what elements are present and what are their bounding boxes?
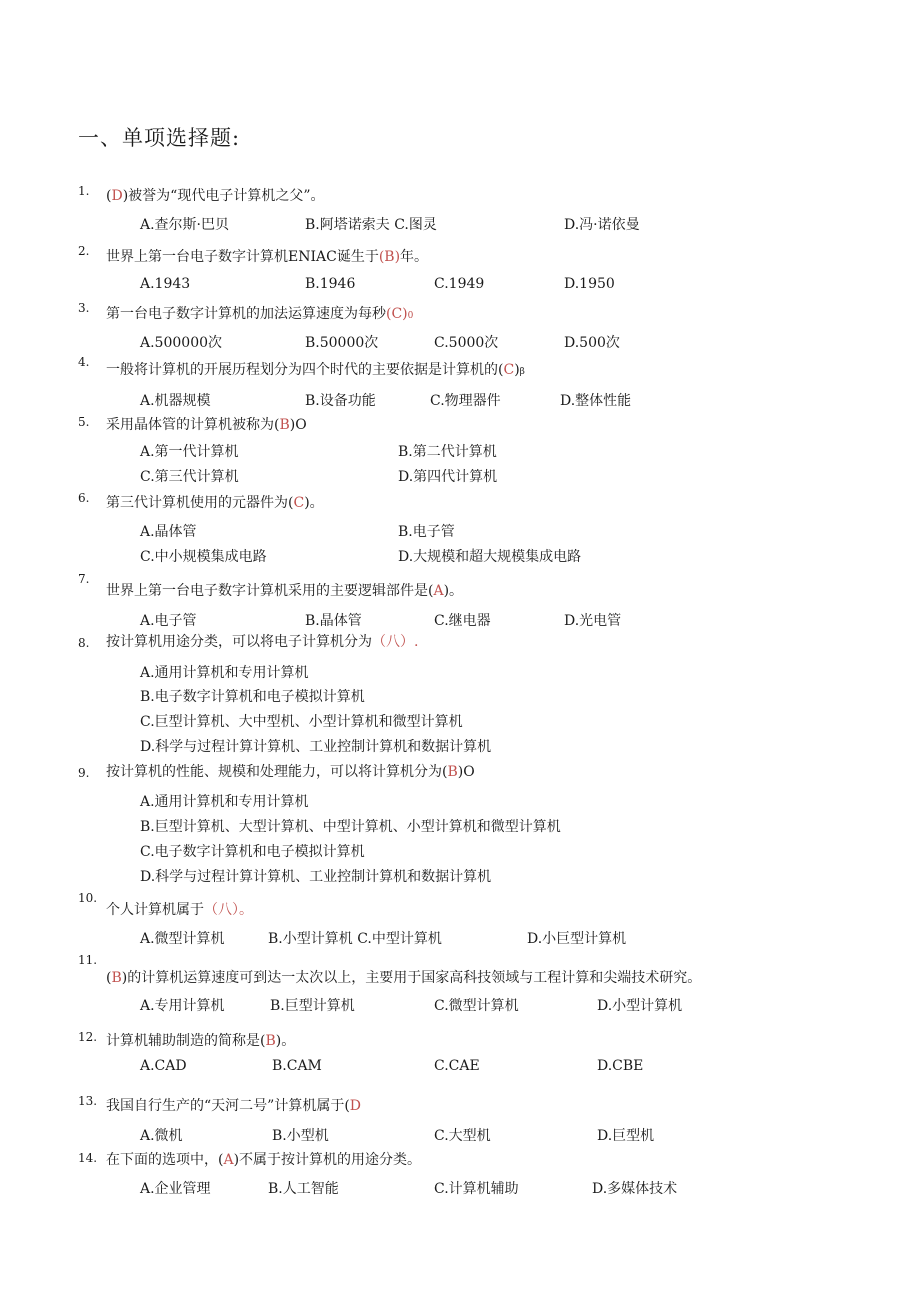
- option: C.第三代计算机: [140, 469, 239, 485]
- option: C.继电器: [434, 613, 491, 629]
- option: D.小巨型计算机: [527, 931, 627, 947]
- option: C.微型计算机: [434, 998, 519, 1014]
- section-title: 一、单项选择题:: [78, 126, 241, 150]
- question-number: 9.: [78, 766, 90, 780]
- answer-mark: （八）.: [372, 634, 419, 650]
- answer-mark: A: [433, 583, 444, 599]
- option: B.电子管: [398, 524, 455, 540]
- option: A.晶体管: [140, 524, 197, 540]
- option: B.巨型计算机、大型计算机、中型计算机、小型计算机和微型计算机: [140, 819, 561, 835]
- question-number: 1.: [78, 184, 90, 198]
- option: B.小型机: [272, 1128, 329, 1144]
- option: B.50000次: [305, 335, 379, 351]
- answer-mark: B: [447, 764, 458, 780]
- answer-mark: A: [223, 1152, 234, 1168]
- question-text: 在下面的选项中，(A)不属于按计算机的用途分类。: [106, 1152, 422, 1168]
- option: D.科学与过程计算计算机、工业控制计算机和数据计算机: [140, 739, 492, 755]
- option: C.计算机辅助: [434, 1181, 519, 1197]
- option: A.专用计算机: [140, 998, 225, 1014]
- option: A.第一代计算机: [140, 444, 239, 460]
- option: A.电子管: [140, 613, 197, 629]
- question-number: 12.: [78, 1030, 98, 1044]
- answer-mark: (B): [378, 249, 401, 265]
- option: C.CAE: [434, 1058, 480, 1074]
- option: D.科学与过程计算计算机、工业控制计算机和数据计算机: [140, 869, 492, 885]
- question-number: 5.: [78, 415, 90, 429]
- option: C.大型机: [434, 1128, 491, 1144]
- option: C.物理器件: [430, 393, 501, 409]
- option: B.第二代计算机: [398, 444, 497, 460]
- option: A.微机: [140, 1128, 183, 1144]
- option: C.电子数字计算机和电子模拟计算机: [140, 844, 365, 860]
- option: A.机器规模: [140, 393, 211, 409]
- question-text: 按计算机用途分类，可以将电子计算机分为（八）.: [106, 634, 419, 650]
- question-number: 3.: [78, 301, 90, 315]
- answer-mark: B: [279, 417, 290, 433]
- option: C.中小规模集成电路: [140, 549, 267, 565]
- question-number: 4.: [78, 355, 90, 369]
- option: D.CBE: [597, 1058, 644, 1074]
- question-number: 7.: [78, 572, 90, 586]
- question-number: 2.: [78, 244, 90, 258]
- option: D.多媒体技术: [592, 1181, 678, 1197]
- option: B.阿塔诺索夫 C.图灵: [305, 217, 437, 233]
- option: D.光电管: [564, 613, 622, 629]
- option: A.通用计算机和专用计算机: [140, 665, 309, 681]
- answer-mark: C: [503, 362, 515, 378]
- answer-mark: (C): [386, 306, 408, 322]
- option: A.微型计算机: [140, 931, 225, 947]
- answer-mark: D: [349, 1098, 362, 1114]
- option: D.1950: [564, 276, 615, 292]
- option: C.巨型计算机、大中型机、小型计算机和微型计算机: [140, 714, 463, 730]
- option: D.整体性能: [560, 393, 632, 409]
- question-number: 6.: [78, 491, 90, 505]
- question-text: 世界上第一台电子数字计算机采用的主要逻辑部件是(A)。: [106, 583, 464, 599]
- answer-mark: B: [111, 970, 122, 986]
- option: A.1943: [140, 276, 191, 292]
- question-text: 计算机辅助制造的简称是(B)。: [106, 1033, 296, 1049]
- option: C.1949: [434, 276, 485, 292]
- question-text: 一般将计算机的开展历程划分为四个时代的主要依据是计算机的(C)β: [106, 362, 525, 378]
- option: A.查尔斯·巴贝: [140, 217, 230, 233]
- answer-mark: B: [265, 1033, 276, 1049]
- question-text: 世界上第一台电子数字计算机ENIAC诞生于(B)年。: [106, 249, 429, 265]
- option: D.第四代计算机: [398, 469, 498, 485]
- option: D.500次: [564, 335, 620, 351]
- option: B.巨型计算机: [270, 998, 355, 1014]
- option: A.企业管理: [140, 1181, 211, 1197]
- question-number: 8.: [78, 636, 90, 650]
- option: A.500000次: [140, 335, 223, 351]
- option: B.晶体管: [305, 613, 362, 629]
- question-number: 10.: [78, 891, 98, 905]
- question-text: 个人计算机属于（八）。: [106, 902, 253, 918]
- option: B.人工智能: [268, 1181, 339, 1197]
- option: B.电子数字计算机和电子模拟计算机: [140, 689, 365, 705]
- option: B.小型计算机 C.中型计算机: [268, 931, 442, 947]
- option: D.大规模和超大规模集成电路: [398, 549, 582, 565]
- question-number: 11.: [78, 953, 98, 967]
- answer-mark: C: [293, 495, 305, 511]
- question-number: 14.: [78, 1151, 98, 1165]
- question-text: 采用晶体管的计算机被称为(B)O: [106, 417, 307, 433]
- option: B.设备功能: [305, 393, 376, 409]
- question-text: (B)的计算机运算速度可到达一太次以上，主要用于国家高科技领域与工程计算和尖端技术研究。: [106, 970, 702, 986]
- answer-mark: D: [111, 188, 123, 204]
- option: D.冯·诺依曼: [564, 217, 640, 233]
- option: D.小型计算机: [597, 998, 683, 1014]
- answer-mark: （八）。: [204, 902, 253, 918]
- question-text: 按计算机的性能、规模和处理能力，可以将计算机分为(B)O: [106, 764, 475, 780]
- option: B.CAM: [272, 1058, 322, 1074]
- option: A.CAD: [140, 1058, 187, 1074]
- option: D.巨型机: [597, 1128, 655, 1144]
- question-text: 第三代计算机使用的元器件为(C)。: [106, 495, 324, 511]
- option: A.通用计算机和专用计算机: [140, 794, 309, 810]
- question-text: 我国自行生产的“天河二号”计算机属于(D: [106, 1098, 362, 1114]
- question-text: 第一台电子数字计算机的加法运算速度为每秒(C)0: [106, 306, 414, 322]
- option: C.5000次: [434, 335, 499, 351]
- question-text: (D)被誉为“现代电子计算机之父”。: [106, 188, 325, 204]
- option: B.1946: [305, 276, 356, 292]
- question-number: 13.: [78, 1094, 98, 1108]
